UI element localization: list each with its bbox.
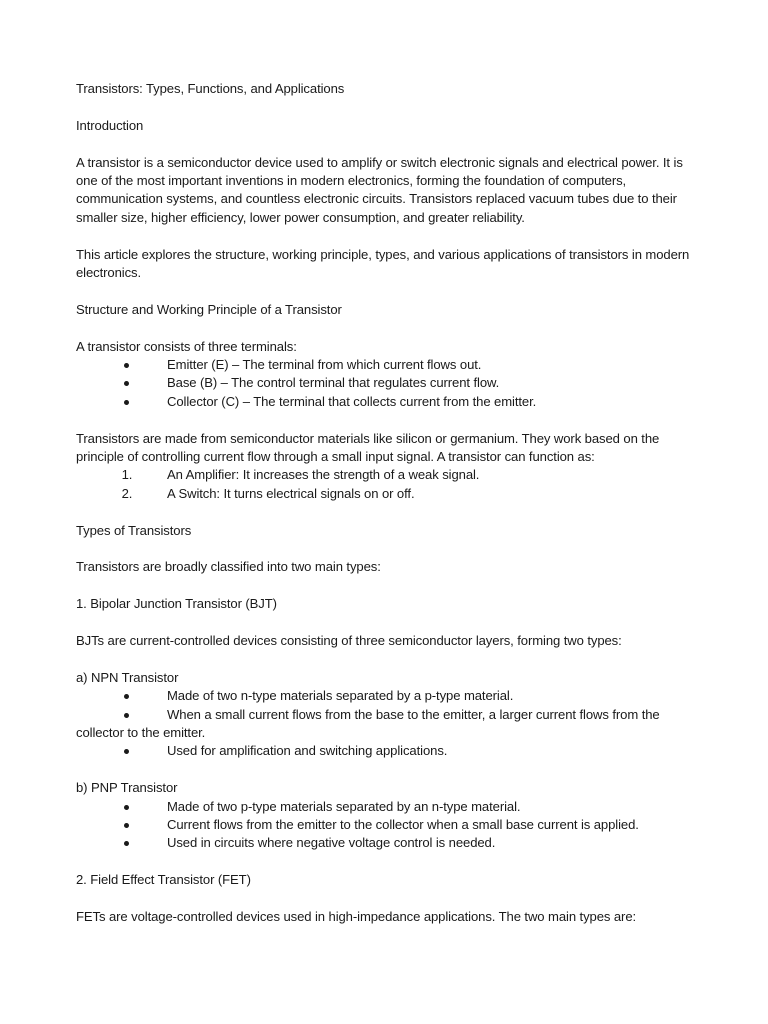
list-item-text: When a small current flows from the base to the emitter, a larger current flows from the collector to the emitter. [76, 706, 660, 741]
materials-paragraph: Transistors are made from semiconductor materials like silicon or germanium. They work based on the principle of controlling current flow through a small input signal. A transistor can function as: [76, 430, 660, 465]
list-item-text: Emitter (E) – The terminal from which current flows out. [167, 357, 482, 373]
bullet-icon [124, 749, 129, 754]
list-item-text: Used for amplification and switching applications. [167, 743, 448, 759]
terminals-intro: A transistor consists of three terminals: [76, 338, 297, 354]
intro-paragraph: This article explores the structure, working principle, types, and various applications of transistors in modern electronics. [76, 246, 690, 281]
types-heading: Types of Transistors [76, 522, 192, 538]
document-title: Transistors: Types, Functions, and Applications [76, 81, 345, 96]
bjt-paragraph: BJTs are current-controlled devices consisting of three semiconductor layers, forming two types: [76, 633, 622, 649]
list-item-text: Base (B) – The control terminal that regulates current flow. [167, 375, 500, 391]
fet-heading: 2. Field Effect Transistor (FET) [76, 872, 251, 888]
list-item [76, 816, 696, 834]
list-item [76, 356, 696, 374]
functions-list [76, 466, 696, 503]
npn-list [76, 687, 696, 761]
bullet-icon [124, 713, 129, 718]
list-item [76, 466, 696, 484]
list-item-text: Current flows from the emitter to the collector when a small base current is applied. [167, 817, 639, 833]
list-item [76, 485, 696, 503]
bullet-icon [124, 363, 129, 368]
pnp-list [76, 798, 696, 853]
introduction-heading: Introduction [76, 117, 144, 133]
npn-heading: a) NPN Transistor [76, 669, 179, 685]
list-item [76, 834, 696, 852]
bullet-icon [124, 694, 129, 699]
intro-paragraph: A transistor is a semiconductor device used to amplify or switch electronic signals and electrical power. It is one of the most important inventions in modern electronics, forming the foundation of computers, communication systems, and countless electronic circuits. Transistors replaced vacuum tubes due to their smaller size, higher efficiency, lower power consumption, and greater reliability. [76, 154, 683, 225]
list-item-text: A Switch: It turns electrical signals on or off. [167, 485, 415, 501]
list-item-text: An Amplifier: It increases the strength of a weak signal. [167, 467, 480, 483]
terminals-list [76, 356, 696, 411]
structure-heading: Structure and Working Principle of a Transistor [76, 301, 342, 317]
bullet-icon [124, 805, 129, 810]
list-item-text: Made of two p-type materials separated by an n-type material. [167, 798, 521, 814]
list-item-text: Collector (C) – The terminal that collects current from the emitter. [167, 393, 537, 409]
list-number: 2. [121, 485, 133, 501]
pnp-heading: b) PNP Transistor [76, 780, 178, 796]
list-item [76, 742, 696, 760]
bullet-icon [124, 381, 129, 386]
list-number: 1. [121, 467, 133, 483]
bullet-icon [124, 823, 129, 828]
bullet-icon [124, 841, 129, 846]
bullet-icon [124, 400, 129, 405]
list-item-text: Used in circuits where negative voltage control is needed. [167, 835, 496, 851]
fet-paragraph: FETs are voltage-controlled devices used in high-impedance applications. The two main types are: [76, 909, 637, 925]
list-item [76, 687, 696, 705]
list-item [76, 798, 696, 816]
document-body [76, 80, 696, 926]
list-item [76, 706, 696, 743]
list-item [76, 374, 696, 392]
types-intro: Transistors are broadly classified into two main types: [76, 559, 381, 575]
list-item [76, 393, 696, 411]
list-item-text: Made of two n-type materials separated by a p-type material. [167, 688, 514, 704]
bjt-heading: 1. Bipolar Junction Transistor (BJT) [76, 596, 277, 612]
